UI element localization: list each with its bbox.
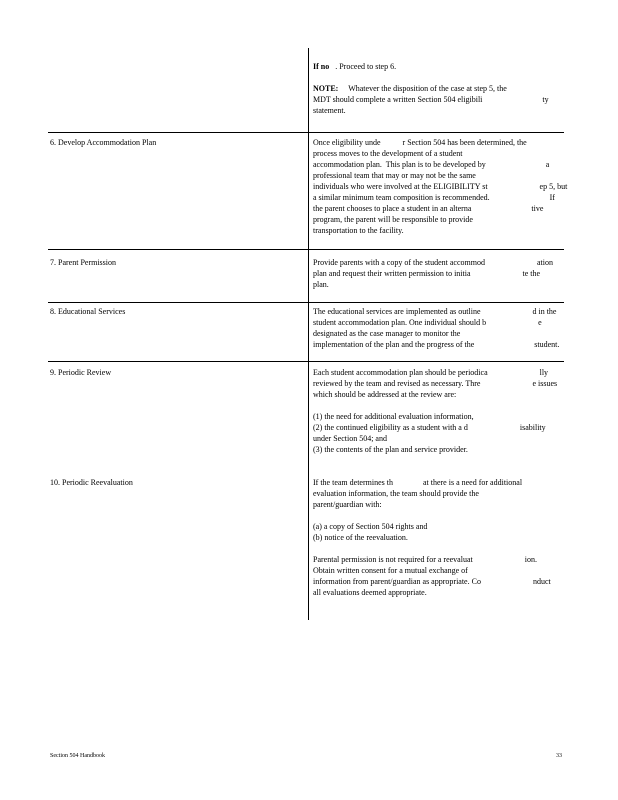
description-line: (b) notice of the reevaluation. xyxy=(313,533,408,542)
description-line: information from parent/guardian as appropriate. Co nduct xyxy=(313,577,551,586)
description-line: (a) a copy of Section 504 rights and xyxy=(313,522,428,531)
step-8-label: 8. Educational Services xyxy=(50,307,126,316)
description-line: accommodation plan. This plan is to be developed by a xyxy=(313,160,550,169)
row-4-description xyxy=(313,367,563,455)
description-line: reviewed by the team and revised as necessary. Thre e issues xyxy=(313,379,558,388)
description-line: (3) the contents of the plan and service provider. xyxy=(313,445,468,454)
row-2-description xyxy=(313,257,563,290)
description-line xyxy=(313,543,563,554)
description-line: which should be addressed at the review are: xyxy=(313,390,457,399)
row-divider xyxy=(48,302,564,303)
description-line: evaluation information, the team should provide the xyxy=(313,489,479,498)
description-line: If no . Proceed to step 6. xyxy=(313,62,397,71)
footer-title: Section 504 Handbook xyxy=(50,753,105,759)
description-line: the parent chooses to place a student in an alterna tive xyxy=(313,204,544,213)
description-line: parent/guardian with: xyxy=(313,500,382,509)
description-line: student accommodation plan. One individual should b e xyxy=(313,318,542,327)
description-line: Provide parents with a copy of the student accommod ation xyxy=(313,258,553,267)
row-3-description xyxy=(313,306,563,350)
description-line: statement. xyxy=(313,106,346,115)
row-divider xyxy=(48,132,564,133)
description-line: process moves to the development of a student xyxy=(313,149,463,158)
description-line: individuals who were involved at the ELIGIBILITY st ep 5, but xyxy=(313,182,568,191)
bold-text: NOTE: xyxy=(313,84,339,93)
row-0-description xyxy=(313,61,563,116)
description-line: designated as the case manager to monitor the xyxy=(313,329,461,338)
description-line: transportation to the facility. xyxy=(313,226,404,235)
description-line xyxy=(313,400,563,411)
step-6-label: 6. Develop Accommodation Plan xyxy=(50,138,157,147)
row-1-description xyxy=(313,137,568,236)
description-line: program, the parent will be responsible to provide xyxy=(313,215,473,224)
description-line: professional team that may or may not be the same xyxy=(313,171,476,180)
description-line: (1) the need for additional evaluation information, xyxy=(313,412,474,421)
description-line: all evaluations deemed appropriate. xyxy=(313,588,427,597)
row-divider xyxy=(48,361,564,362)
description-line: MDT should complete a written Section 504 eligibili ty xyxy=(313,95,549,104)
description-line: plan and request their written permission to initia te the xyxy=(313,269,541,278)
row-divider xyxy=(48,249,564,250)
description-line: If the team determines th at there is a need for additional xyxy=(313,478,523,487)
description-line: Obtain written consent for a mutual exchange of xyxy=(313,566,468,575)
description-line xyxy=(313,72,563,83)
description-line: Parental permission is not required for a reevaluat ion. xyxy=(313,555,537,564)
description-line: under Section 504; and xyxy=(313,434,387,443)
bold-text: If no xyxy=(313,62,330,71)
page-number: 33 xyxy=(556,753,562,759)
description-line: a similar minimum team composition is recommended. If xyxy=(313,193,555,202)
description-line: Each student accommodation plan should be periodica lly xyxy=(313,368,549,377)
step-10-label: 10. Periodic Reevaluation xyxy=(50,478,133,487)
description-line xyxy=(313,510,563,521)
column-divider xyxy=(308,48,309,620)
description-line: The educational services are implemented as outline d in the xyxy=(313,307,557,316)
step-7-label: 7. Parent Permission xyxy=(50,258,116,267)
description-line: Once eligibility unde r Section 504 has been determined, the xyxy=(313,138,527,147)
description-line: NOTE: Whatever the disposition of the case at step 5, the xyxy=(313,84,507,93)
description-line: implementation of the plan and the progress of the student. xyxy=(313,340,560,349)
row-5-description xyxy=(313,477,563,598)
description-line: (2) the continued eligibility as a student with a d isability xyxy=(313,423,546,432)
step-9-label: 9. Periodic Review xyxy=(50,368,112,377)
description-line: plan. xyxy=(313,280,329,289)
